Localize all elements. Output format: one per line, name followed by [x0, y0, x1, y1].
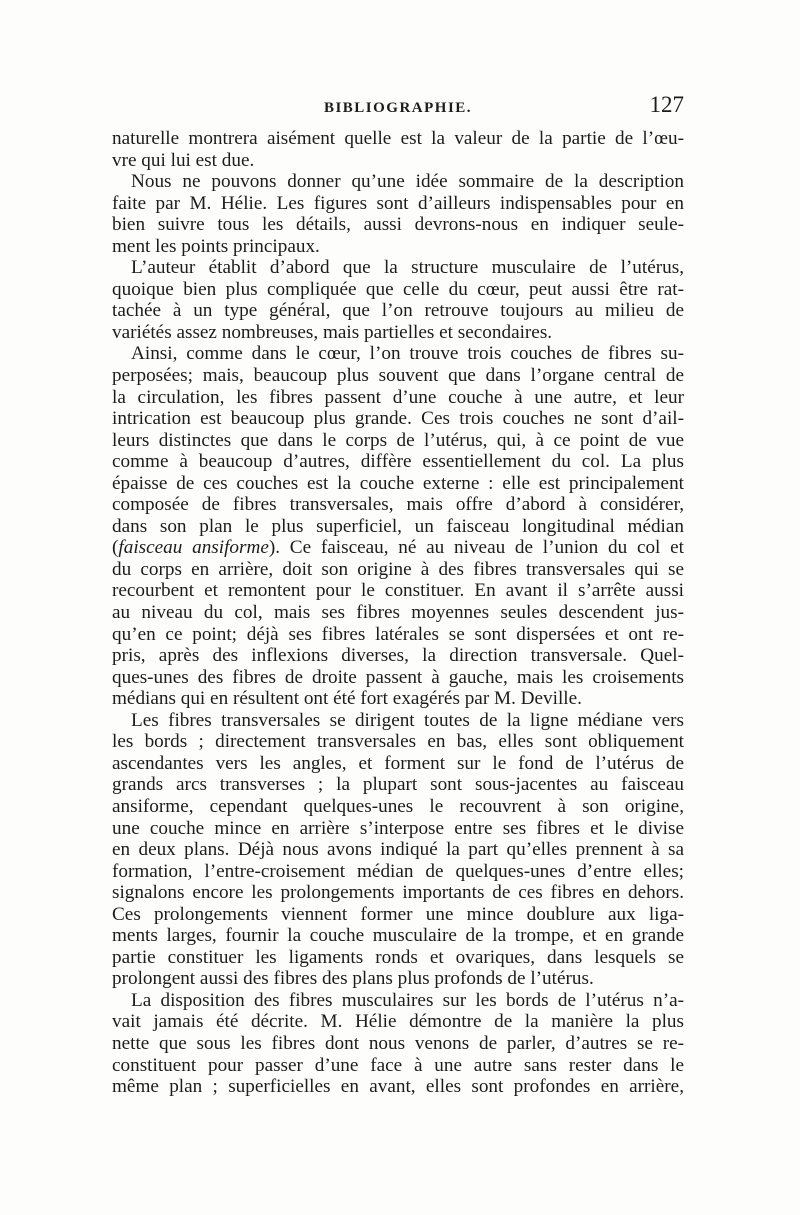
- text-line: La disposition des fibres musculaires sur les bords de l’utérus n’a-: [131, 989, 684, 1011]
- paragraph-2: [112, 171, 684, 257]
- text-line: faite par M. Hélie. Les figures sont d’ailleurs indispensables pour en: [112, 192, 684, 214]
- text-line: les bords ; directement transversales en bas, elles sont obliquement: [112, 731, 684, 753]
- text-line: du corps en arrière, doit son origine à des fibres transversales qui se: [112, 558, 684, 580]
- text-line: quoique bien plus compliquée que celle du cœur, peut aussi être rat-: [112, 278, 684, 300]
- paragraph-4: [112, 343, 684, 709]
- text-line: naturelle montrera aisément quelle est la valeur de la partie de l’œu-: [112, 128, 684, 149]
- text-line: même plan ; superficielles en avant, elles sont profondes en arrière,: [112, 1076, 684, 1098]
- text-line: intrication est beaucoup plus grande. Ces trois couches ne sont d’ail-: [112, 408, 684, 430]
- text-line: Ces prolongements viennent former une mince doublure aux liga-: [112, 903, 684, 925]
- text-line: en deux plans. Déjà nous avons indiqué la part qu’elles prennent à sa: [112, 839, 684, 861]
- paragraph-1: [112, 128, 684, 171]
- text-line: ques-unes des fibres de droite passent à gauche, mais les croisements: [112, 666, 684, 688]
- text-line: nette que sous les fibres dont nous venons de parler, d’autres se re-: [112, 1032, 684, 1054]
- text-line: formation, l’entre-croisement médian de quelques-unes d’entre elles;: [112, 860, 684, 882]
- text-line: vait jamais été décrite. M. Hélie démontre de la manière la plus: [112, 1011, 684, 1033]
- text-line-italic-term: (faisceau ansiforme). Ce faisceau, né au niveau de l’union du col et: [112, 537, 684, 559]
- text-line: vre qui lui est due.: [112, 149, 255, 171]
- text-line: Ainsi, comme dans le cœur, l’on trouve trois couches de fibres su-: [131, 343, 684, 365]
- text-line: une couche mince en arrière s’interpose entre ses fibres et le divise: [112, 817, 684, 839]
- paragraph-6: [112, 990, 684, 1098]
- body-text: [112, 128, 684, 1098]
- text-line: perposées; mais, beaucoup plus souvent que dans l’organe central de: [112, 365, 684, 387]
- text-line: ansiforme, cependant quelques-unes le recouvrent à son origine,: [112, 795, 684, 817]
- text-line: médians qui en résultent ont été fort exagérés par M. Deville.: [112, 688, 582, 710]
- text-line: Nous ne pouvons donner qu’une idée sommaire de la description: [131, 171, 684, 193]
- text-line: ment les points principaux.: [112, 235, 320, 257]
- text-line: pris, après des inflexions diverses, la direction transversale. Quel-: [112, 645, 684, 667]
- text-line: grands arcs transverses ; la plupart sont sous-jacentes au faisceau: [112, 774, 684, 796]
- text-line: composée de fibres transversales, mais offre d’abord à considérer,: [112, 494, 684, 516]
- text-line: tachée à un type général, que l’on retrouve toujours au milieu de: [112, 300, 684, 322]
- paragraph-5: [112, 710, 684, 990]
- text-line: qu’en ce point; déjà ses fibres latérales se sont dispersées et ont re-: [112, 623, 684, 645]
- text-line: ascendantes vers les angles, et forment sur le fond de l’utérus de: [112, 752, 684, 774]
- book-page: [112, 92, 684, 1098]
- paragraph-3: [112, 257, 684, 343]
- text-line: recourbent et remontent pour le constituer. En avant il s’arrête aussi: [112, 580, 684, 602]
- page-number: 127: [649, 92, 684, 117]
- text-line: partie constituer les ligaments ronds et ovariques, dans lesquels se: [112, 946, 684, 968]
- running-title: BIBLIOGRAPHIE.: [323, 100, 473, 116]
- text-line: L’auteur établit d’abord que la structure musculaire de l’utérus,: [131, 257, 684, 279]
- text-line: signalons encore les prolongements importants de ces fibres en dehors.: [112, 882, 684, 904]
- text-line: épaisse de ces couches est la couche externe : elle est principalement: [112, 472, 684, 494]
- text-line: constituent pour passer d’une face à une autre sans rester dans le: [112, 1054, 684, 1076]
- text-line: dans son plan le plus superficiel, un faisceau longitudinal médian: [112, 515, 684, 537]
- text-line: variétés assez nombreuses, mais partielles et secondaires.: [112, 321, 553, 343]
- text-line: ments larges, fournir la couche musculaire de la trompe, et en grande: [112, 925, 684, 947]
- text-line: comme à beaucoup d’autres, diffère essentiellement du col. La plus: [112, 451, 684, 473]
- text-line: bien suivre tous les détails, aussi devrons-nous en indiquer seule-: [112, 214, 684, 236]
- running-head: [112, 92, 684, 128]
- text-line: prolongent aussi des fibres des plans plus profonds de l’utérus.: [112, 968, 594, 990]
- text-line: au niveau du col, mais ses fibres moyennes seules descendent jus-: [112, 602, 684, 624]
- italic-term: faisceau ansiforme: [118, 537, 269, 559]
- text-line: leurs distinctes que dans le corps de l’utérus, qui, à ce point de vue: [112, 429, 684, 451]
- text-line: la circulation, les fibres passent d’une couche à une autre, et leur: [112, 386, 684, 408]
- text-line: Les fibres transversales se dirigent toutes de la ligne médiane vers: [131, 709, 684, 731]
